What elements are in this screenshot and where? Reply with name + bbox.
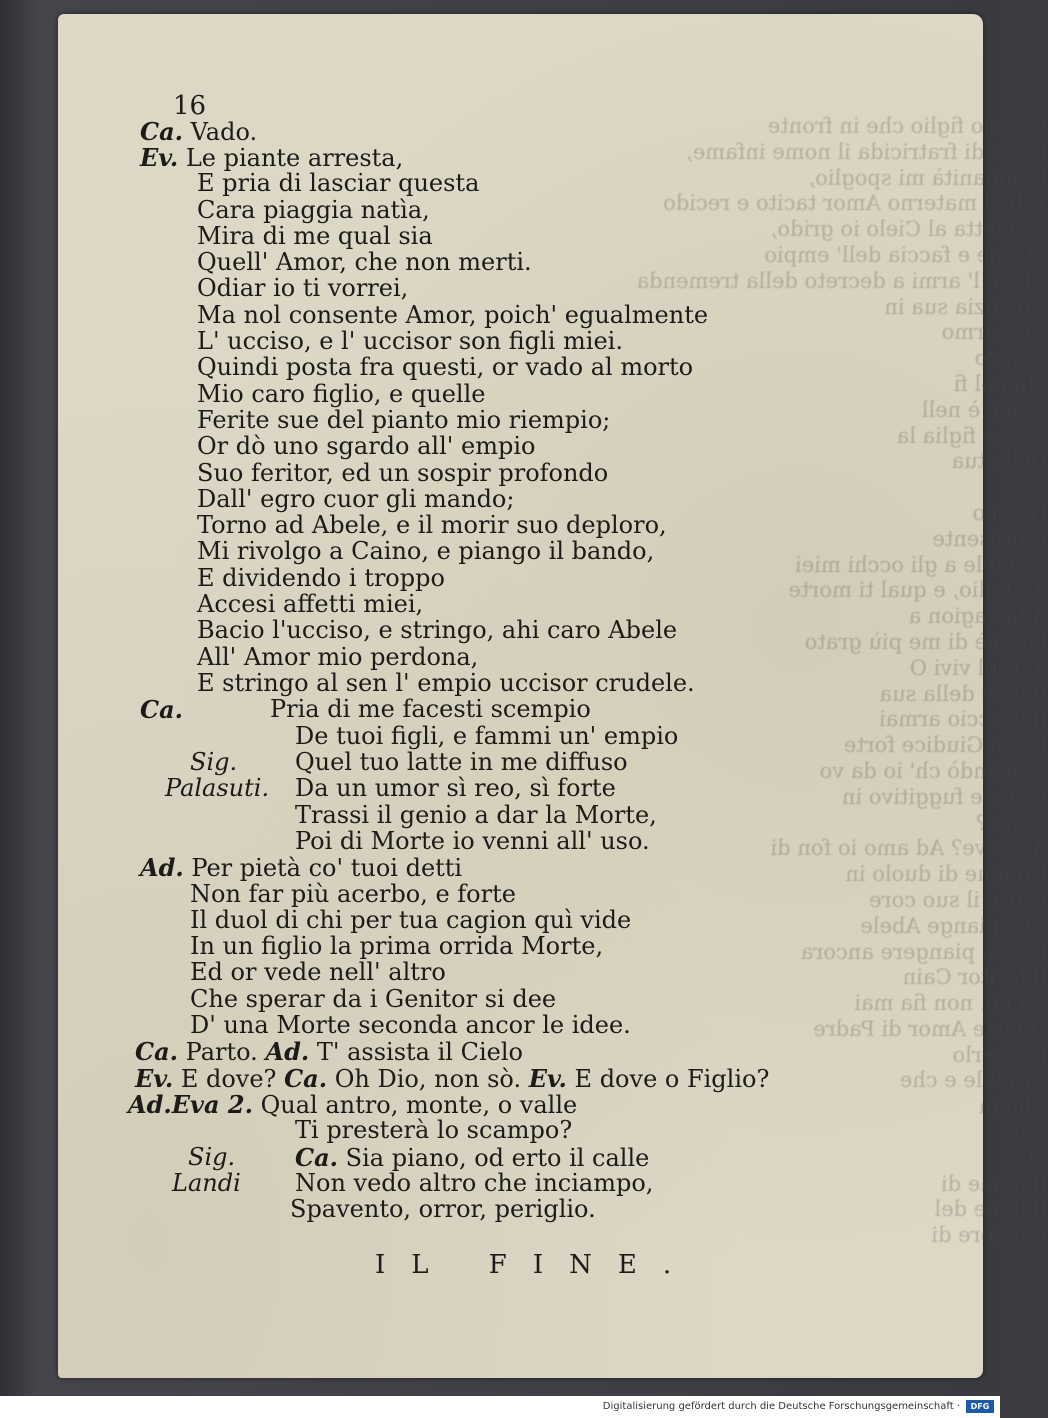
text-line: In un figlio la prima orrida Morte,	[190, 932, 604, 960]
text-line: Che sperar da i Genitor si dee	[190, 985, 557, 1013]
text-line: De tuoi figli, e fammi un' empio	[295, 722, 679, 750]
page-number: 16	[173, 91, 207, 121]
text-line: Cara piaggia natìa,	[197, 196, 430, 224]
text-line: All' Amor mio perdona,	[197, 643, 479, 671]
speaker-label: Ev.	[135, 1064, 174, 1093]
text-line: L' ucciso, e l' uccisor son figli miei.	[197, 327, 623, 355]
speaker-label: Ad.Eva 2.	[128, 1090, 253, 1119]
text-line: Bacio l'ucciso, e stringo, ahi caro Abele	[197, 616, 678, 644]
text-line: Pria di me facesti scempio	[270, 695, 591, 723]
footer-credit: Digitalisierung gefördert durch die Deutsche Forschungsgemeinschaft ·	[602, 1401, 960, 1412]
verse-text: Sia piano, od erto il calle	[345, 1144, 650, 1172]
text-line	[165, 774, 269, 802]
text-line: Mira di me qual sia	[197, 222, 433, 250]
text-line	[295, 1143, 649, 1172]
text-line: Quindi posta fra questi, or vado al morto	[197, 353, 694, 381]
speaker-label: Ad.	[265, 1037, 310, 1066]
text-line: D' una Morte seconda ancor le idee.	[190, 1011, 631, 1039]
text-line: Mio caro figlio, e quelle	[197, 380, 486, 408]
text-line: Or dò uno sgardo all' empio	[197, 432, 536, 460]
speaker-label: Ca.	[295, 1143, 339, 1172]
speaker-label: Ad.	[140, 853, 184, 882]
speaker-label: Ev.	[528, 1064, 567, 1093]
verse-text: Qual antro, monte, o valle	[260, 1091, 578, 1119]
text-line: E dividendo i troppo	[197, 564, 445, 592]
marginal-name: Landi	[172, 1169, 241, 1197]
text-line: E stringo al sen l' empio uccisor crudele.	[197, 669, 695, 697]
text-line: Trassi il genio a dar la Morte,	[295, 801, 657, 829]
text-line: Ti presterà lo scampo?	[295, 1116, 573, 1144]
text-line: Da un umor sì reo, sì forte	[295, 774, 616, 802]
text-line: Ma nol consente Amor, poich' egualmente	[197, 301, 709, 329]
text-line: Torno ad Abele, e il morir suo deploro,	[197, 511, 667, 539]
verse-text: Le piante arresta,	[185, 144, 404, 172]
text-line: Non vedo altro che inciampo,	[295, 1169, 654, 1197]
marginal-name: Sig.	[190, 748, 238, 776]
text-line	[172, 1169, 241, 1197]
text-line: Suo feritor, ed un sospir profondo	[197, 459, 609, 487]
text-line	[190, 748, 237, 776]
text-line: E pria di lasciar questa	[197, 169, 480, 197]
verse-text: Per pietà co' tuoi detti	[191, 854, 463, 882]
text-line: Quel tuo latte in me diffuso	[295, 748, 628, 776]
text-line	[128, 1090, 577, 1119]
text-line: Accesi affetti miei,	[197, 590, 424, 618]
text-line	[140, 853, 462, 882]
text-line: Ferite sue del pianto mio riempio;	[197, 406, 611, 434]
text-line: Non far più acerbo, e forte	[190, 880, 516, 908]
text-line: Quell' Amor, che non merti.	[197, 248, 532, 276]
speaker-label: Ev.	[140, 143, 179, 172]
text-line: Dall' egro cuor gli mando;	[197, 485, 515, 513]
speaker-label: Ca.	[135, 1037, 179, 1066]
text-line	[140, 143, 403, 172]
text-line: Poi di Morte io venni all' uso.	[295, 827, 650, 855]
text-line: Il duol di chi per tua cagion quì vide	[190, 906, 632, 934]
verse-text: Oh Dio, non sò.	[334, 1065, 522, 1093]
text-line: Ed or vede nell' altro	[190, 958, 446, 986]
text-line	[135, 1064, 769, 1093]
text-line: Spavento, orror, periglio.	[290, 1195, 596, 1223]
verse-text: E dove o Figlio?	[574, 1065, 770, 1093]
footer-bar	[0, 1396, 1000, 1418]
marginal-name: Sig.	[188, 1143, 236, 1171]
text-line	[140, 117, 257, 146]
text-line	[188, 1143, 235, 1171]
text-line	[140, 695, 183, 724]
speaker-label: Ca.	[140, 117, 184, 146]
verse-text: T' assista il Cielo	[316, 1038, 523, 1066]
text-line: Odiar io ti vorrei,	[197, 274, 409, 302]
text-line: Mi rivolgo a Caino, e piango il bando,	[197, 537, 655, 565]
dfg-logo-icon: DFG	[966, 1400, 994, 1413]
text-line	[135, 1037, 523, 1066]
verse-text: Vado.	[190, 118, 258, 146]
show-through-text: Un mio figlio che in fronte Porta di fratricida il nome infame, D' umanità mi spoglio, Tali al materno Amor tacito e recido Vendetta al Cielo io grido, Strage e faccia dell' empio Ch' io l' armi a decreto della tremenda Giustizia sua in Non armo Contro Ma nol fi Come è nell Così e figlia la Della tua Hi loco E presente Crudele a gli occhi miei Ah figlio, e qual ti morte Alta cagion a Perchè di me più grato Al Ciel vivi O Invido della sua Il braccio armai E Dio Giudice forte Comandò ch' io da vo Esule e fuggitivo in Come? Ah dove? Ad amo io fon di Dunque di duolo in Padre il suo core Che piange Abele Dovea piangere ancora Il feritor Cain Ah no, non fia mai O forte Amor di Padre D' averlo Crudele e che Che in Sol Ma Il nome di Il lume del E orrore di	[636, 114, 1048, 1248]
speaker-label: Ca.	[284, 1064, 328, 1093]
marginal-name: Palasuti.	[165, 774, 270, 802]
speaker-label: Ca.	[140, 695, 184, 724]
end-title: IL FINE.	[375, 1250, 698, 1280]
verse-text: Parto.	[185, 1038, 258, 1066]
verse-text: E dove?	[180, 1065, 277, 1093]
